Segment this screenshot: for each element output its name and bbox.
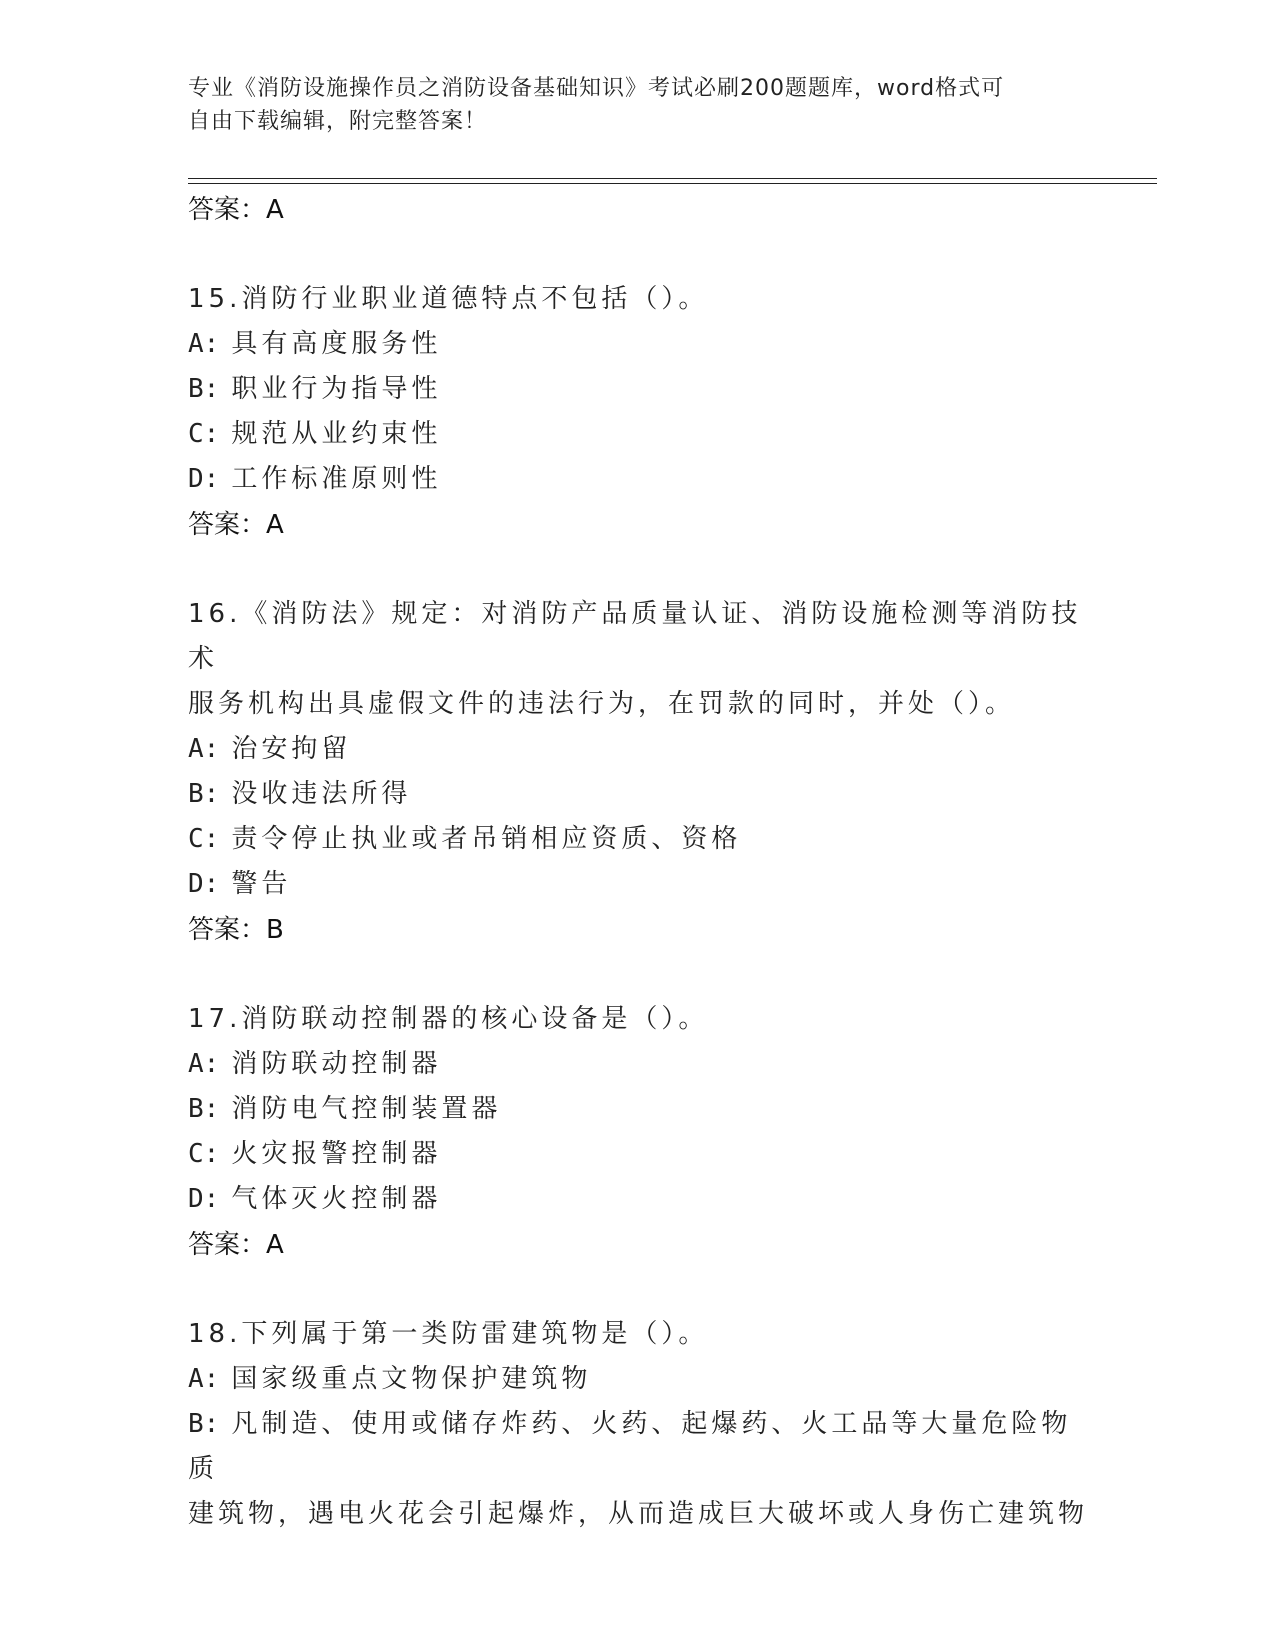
option-letter: D: — [188, 464, 220, 494]
question-spacer — [188, 548, 1088, 592]
option-text: 火灾报警控制器 — [231, 1139, 442, 1169]
answer-line: 答案：B — [188, 915, 284, 945]
question-spacer — [188, 953, 1088, 997]
option-row — [188, 1132, 1088, 1177]
option-letter: A: — [188, 1049, 220, 1079]
option-letter: D: — [188, 869, 220, 899]
option-row — [188, 1087, 1088, 1132]
document-header — [188, 72, 1088, 138]
question-text: 15.消防行业职业道德特点不包括（）。 — [188, 284, 709, 314]
option-text: 气体灭火控制器 — [231, 1184, 442, 1214]
question-list — [188, 187, 1088, 1537]
answer-line: 答案：A — [188, 510, 284, 540]
header-line-2: 自由下载编辑，附完整答案！ — [188, 109, 488, 134]
option-text: 凡制造、使用或储存炸药、火药、起爆药、火工品等大量危险物质 — [188, 1409, 1072, 1484]
option-row — [188, 727, 1088, 772]
option-row — [188, 457, 1088, 502]
option-row — [188, 1402, 1088, 1492]
option-text: 国家级重点文物保护建筑物 — [231, 1364, 592, 1394]
option-letter: A: — [188, 734, 220, 764]
option-text: 治安拘留 — [231, 734, 352, 764]
option-letter: D: — [188, 1184, 220, 1214]
option-text: 职业行为指导性 — [231, 374, 442, 404]
option-row — [188, 367, 1088, 412]
option-row — [188, 772, 1088, 817]
option-row — [188, 1042, 1088, 1087]
question-block — [188, 592, 1088, 953]
option-row — [188, 817, 1088, 862]
option-text: 责令停止执业或者吊销相应资质、资格 — [231, 824, 742, 854]
question-spacer — [188, 1268, 1088, 1312]
question-block — [188, 277, 1088, 548]
option-letter: B: — [188, 1409, 220, 1439]
option-letter: A: — [188, 329, 220, 359]
option-text: 没收违法所得 — [231, 779, 412, 809]
question-text: 17.消防联动控制器的核心设备是（）。 — [188, 1004, 709, 1034]
header-divider — [188, 178, 1157, 184]
question-text: 服务机构出具虚假文件的违法行为，在罚款的同时，并处（）。 — [188, 689, 1016, 719]
option-row — [188, 1357, 1088, 1402]
question-block — [188, 1312, 1088, 1537]
option-text: 消防联动控制器 — [231, 1049, 442, 1079]
option-text: 消防电气控制装置器 — [231, 1094, 502, 1124]
option-letter: C: — [188, 419, 220, 449]
option-letter: A: — [188, 1364, 220, 1394]
question-text: 18.下列属于第一类防雷建筑物是（）。 — [188, 1319, 709, 1349]
option-letter: C: — [188, 1139, 220, 1169]
answer-line: 答案：A — [188, 195, 284, 225]
question-spacer — [188, 233, 1088, 277]
option-row — [188, 412, 1088, 457]
answer-line: 答案：A — [188, 1230, 284, 1260]
option-text: 具有高度服务性 — [231, 329, 442, 359]
question-block — [188, 997, 1088, 1268]
question-text: 16.《消防法》规定：对消防产品质量认证、消防设施检测等消防技术 — [188, 599, 1082, 674]
option-row — [188, 862, 1088, 907]
option-text: 规范从业约束性 — [231, 419, 442, 449]
option-text: 警告 — [231, 869, 292, 899]
option-text: 工作标准原则性 — [231, 464, 442, 494]
option-letter: B: — [188, 374, 220, 404]
header-line-1: 专业《消防设施操作员之消防设备基础知识》考试必刷200题题库，word格式可 — [188, 76, 1005, 101]
option-row: 建筑物，遇电火花会引起爆炸，从而造成巨大破坏或人身伤亡建筑物 — [188, 1499, 1089, 1529]
option-row — [188, 322, 1088, 367]
option-letter: C: — [188, 824, 220, 854]
option-letter: B: — [188, 1094, 220, 1124]
option-row — [188, 1177, 1088, 1222]
option-letter: B: — [188, 779, 220, 809]
